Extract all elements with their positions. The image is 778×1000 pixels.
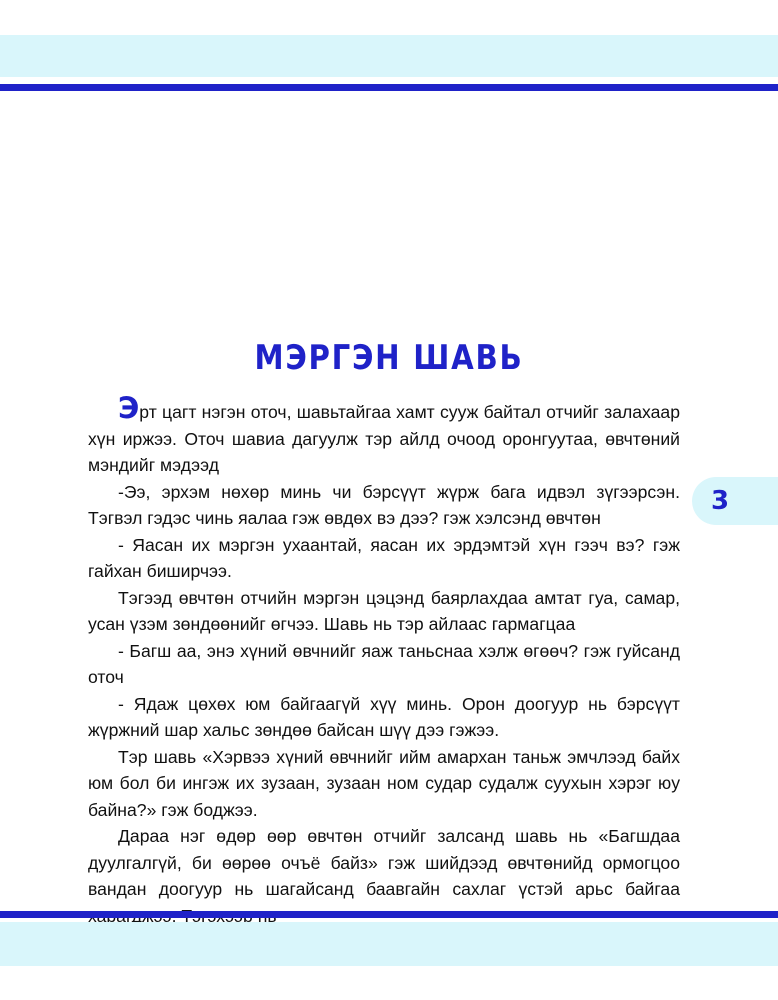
footer-band (0, 922, 778, 966)
paragraph-8: Дараа нэг өдөр өөр өвчтөн отчийг залсанд шавь нь «Багшдаа дуулгалгүй, би өөрөө очъё байз» гэж шийдээд өвчтөнийд ормогцоо вандан доогуур нь шагайсанд баавгайн сахлаг үстэй арьс байгаа (88, 826, 680, 899)
page-number-tab (692, 477, 778, 525)
paragraph-6: - Ядаж цөхөх юм байгаагүй хүү минь. Орон доогуур нь бэрсүүт жүржний шар хальс зөндөө байсан шүү дээ гэжээ. (88, 693, 680, 740)
paragraph-4: Тэгээд өвчтөн отчийн мэргэн цэцэнд баярлахдаа амтат гуа, самар, усан үзэм зөндөөнийг өгчээ. Шавь нь тэр айлаас гармагцаа (88, 587, 680, 634)
paragraph-1 (88, 391, 680, 479)
paragraph-5: - Багш аа, энэ хүний өвчнийг яаж таньснаа хэлж өгөөч? гэж гуйсанд оточ (88, 640, 680, 687)
paragraph-7: Тэр шавь «Хэрвээ хүний өвчнийг ийм амархан таньж эмчлээд байх юм бол би ингэж их зузаан, зузаан ном судар судалж суухын хэрэг юу байна?» гэж боджээ. (88, 746, 680, 820)
drop-cap: Э (118, 391, 140, 425)
paragraph-2: -Ээ, эрхэм нөхөр минь чи бэрсүүт жүрж бага идвэл зүгээрсэн. Тэгвэл гэдэс чинь яалаа гэж өвдөх вэ дээ? гэж хэлсэнд өвчтөн (88, 481, 680, 528)
story-body (88, 391, 680, 956)
story-title: МЭРГЭН ШАВЬ (254, 338, 524, 378)
footer-rule (0, 911, 778, 918)
paragraph-1-text: рт цагт нэгэн оточ, шавьтайгаа хамт сууж байтал отчийг залахаар хүн иржээ. Оточ шавиа дагуулж тэр айлд очоод оронгуутаа, өвчтөний мэндийг мэдээд (88, 402, 680, 475)
paragraph-3: - Яасан их мэргэн ухаантай, яасан их эрдэмтэй хүн гээч вэ? гэж гайхан биширчээ. (88, 534, 680, 581)
header-band (0, 35, 778, 77)
header-rule (0, 84, 778, 91)
page-number: 3 (710, 486, 730, 516)
